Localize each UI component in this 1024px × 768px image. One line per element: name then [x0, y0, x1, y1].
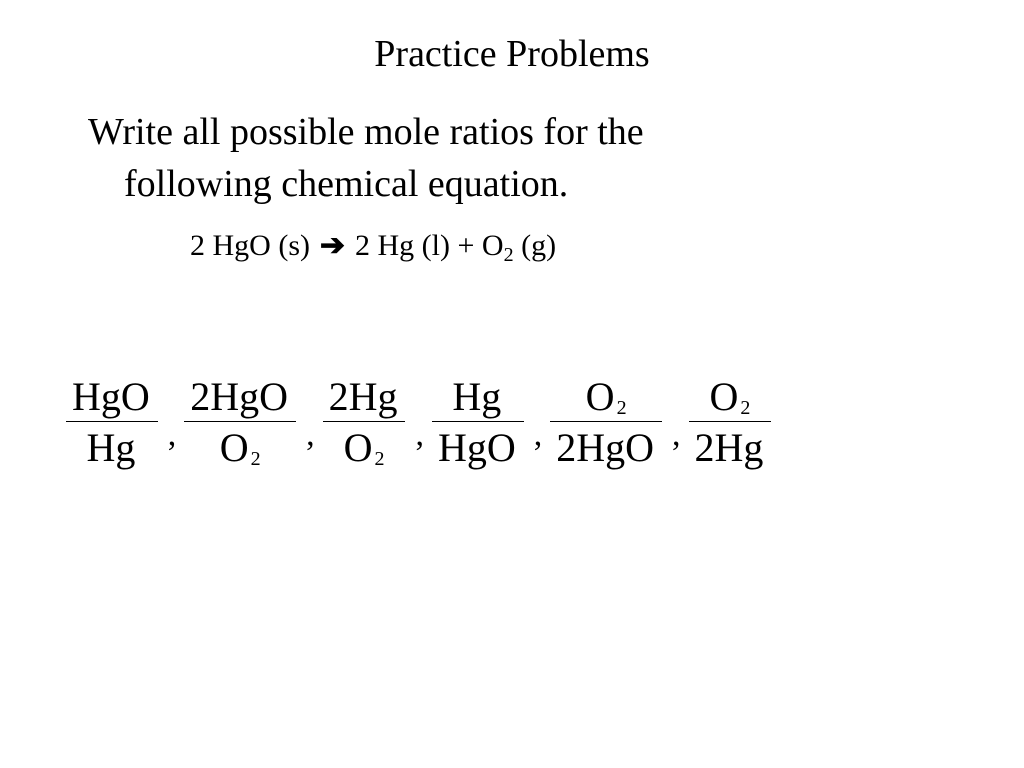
ratio-numerator: Hg — [452, 373, 502, 419]
equation-subscript: 2 — [503, 244, 514, 266]
mole-ratio-fraction — [550, 375, 662, 470]
mole-ratio-fraction — [323, 375, 406, 470]
instruction-line-2: following chemical equation. — [124, 163, 569, 205]
ratio-denominator: Hg — [86, 424, 136, 470]
ratio-separator: , — [306, 416, 315, 453]
ratio-separator: , — [167, 416, 177, 453]
ratio-denominator: 2HgO — [556, 424, 655, 470]
equation-products: 2 Hg (l) + O — [355, 229, 504, 262]
instruction-text — [88, 106, 808, 210]
mole-ratio-fraction — [689, 375, 772, 470]
slide-title: Practice Problems — [374, 33, 650, 75]
ratio-separator: , — [672, 416, 681, 453]
mole-ratio-list — [66, 367, 966, 477]
ratio-numerator: 2Hg — [328, 373, 398, 419]
ratio-denominator: HgO — [437, 424, 516, 470]
instruction-line-1: Write all possible mole ratios for the — [88, 111, 644, 153]
equation-reactant: 2 HgO (s) — [190, 229, 310, 262]
ratio-numerator: HgO — [72, 373, 150, 419]
ratio-numerator: 2HgO — [190, 373, 289, 419]
ratio-numerator: O $_2$ — [585, 373, 627, 419]
ratio-separator: , — [415, 416, 424, 453]
mole-ratio-fraction — [66, 375, 158, 470]
chemical-equation — [190, 226, 556, 266]
mole-ratio-fraction — [432, 375, 524, 470]
ratio-separator: , — [533, 416, 543, 453]
ratio-denominator: O $_2$ — [219, 424, 261, 470]
arrow-right-icon: ➔ — [319, 229, 346, 262]
ratio-numerator: O $_2$ — [709, 373, 751, 419]
ratio-denominator: O $_2$ — [343, 424, 385, 470]
equation-state: (g) — [513, 229, 557, 262]
mole-ratio-fraction — [184, 375, 296, 470]
ratio-denominator: 2Hg — [694, 424, 764, 470]
